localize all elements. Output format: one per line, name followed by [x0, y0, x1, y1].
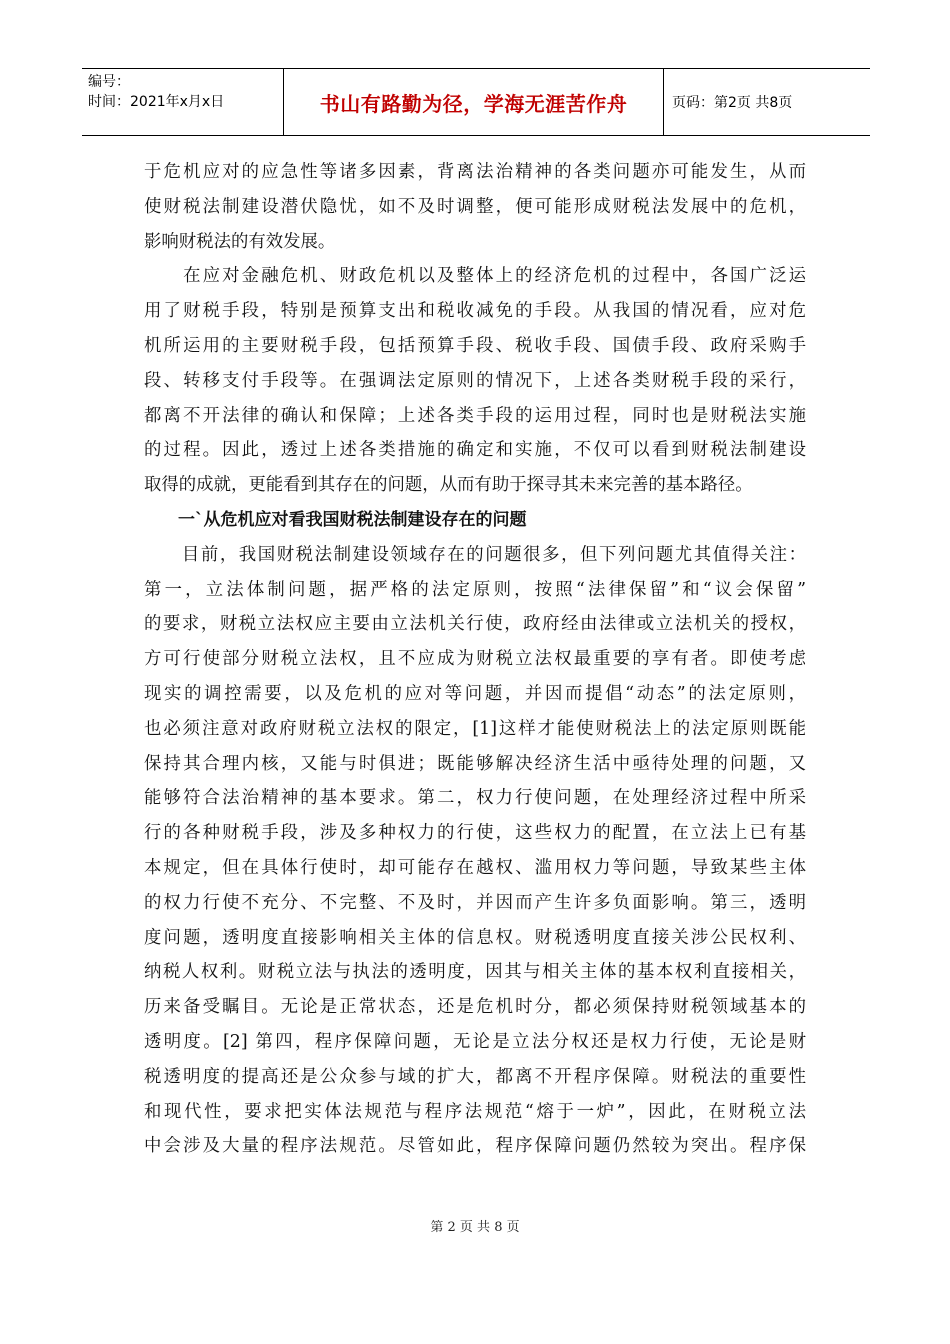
page-footer: 第 2 页 共 8 页	[430, 1220, 520, 1235]
body-line: 现实的调控需要，以及危机的应对等问题，并因而提倡“动态”的法定原则，	[144, 683, 806, 704]
header-motto: 书山有路勤为径，学海无涯苦作舟	[284, 69, 664, 135]
body-line: 影响财税法的有效发展。	[144, 231, 336, 252]
body-line: 能够符合法治精神的基本要求。第二，权力行使问题，在处理经济过程中所采	[144, 788, 806, 809]
body-line: 第一，立法体制问题，据严格的法定原则，按照“法律保留”和“议会保留”	[144, 579, 806, 600]
body-line: 税透明度的提高还是公众参与域的扩大，都离不开程序保障。财税法的重要性	[144, 1066, 806, 1087]
header-number-label: 编号：	[88, 74, 130, 90]
header-meta	[82, 69, 284, 135]
body-line: 使财税法制建设潜伏隐忧，如不及时调整，便可能形成财税法发展中的危机，	[144, 196, 806, 217]
document-header	[82, 68, 870, 136]
body-line: 取得的成就，更能看到其存在的问题，从而有助于探寻其未来完善的基本路径。	[144, 475, 753, 496]
section-heading: 一`从危机应对看我国财税法制建设存在的问题	[144, 509, 527, 530]
body-line: 的过程。因此，透过上述各类措施的确定和实施，不仅可以看到财税法制建设	[144, 440, 806, 461]
body-line: 都离不开法律的确认和保障；上述各类手段的运用过程，同时也是财税法实施	[144, 405, 806, 426]
body-line: 纳税人权利。财税立法与执法的透明度，因其与相关主体的基本权利直接相关，	[144, 962, 806, 983]
body-line: 行的各种财税手段，涉及多种权力的行使，这些权力的配置，在立法上已有基	[144, 823, 806, 844]
body-line: 和现代性，要求把实体法规范与程序法规范“熔于一炉”，因此，在财税立法	[144, 1101, 806, 1122]
body-line: 也必须注意对政府财税立法权的限定，[1]这样才能使财税法上的法定原则既能	[144, 718, 806, 739]
body-line: 的要求，财税立法权应主要由立法机关行使，政府经由法律或立法机关的授权，	[144, 614, 806, 635]
header-date-label: 时间：2021年x月x日	[88, 94, 225, 110]
body-line: 用了财税手段，特别是预算支出和税收减免的手段。从我国的情况看，应对危	[144, 301, 806, 322]
body-line: 度问题，透明度直接影响相关主体的信息权。财税透明度直接关涉公民权利、	[144, 927, 806, 948]
body-line: 保持其合理内核，又能与时俱进；既能够解决经济生活中亟待处理的问题，又	[144, 753, 806, 774]
body-line: 机所运用的主要财税手段，包括预算手段、税收手段、国债手段、政府采购手	[144, 335, 806, 356]
body-line: 中会涉及大量的程序法规范。尽管如此，程序保障问题仍然较为突出。程序保	[144, 1136, 806, 1157]
body-line: 方可行使部分财税立法权，且不应成为财税立法权最重要的享有者。即使考虑	[144, 649, 806, 670]
body-line: 段、转移支付手段等。在强调法定原则的情况下，上述各类财税手段的采行，	[144, 370, 806, 391]
header-page-info: 页码：第2页 共8页	[672, 95, 793, 111]
body-line: 于危机应对的应急性等诸多因素，背离法治精神的各类问题亦可能发生，从而	[144, 162, 806, 182]
body-line: 目前，我国财税法制建设领域存在的问题很多，但下列问题尤其值得关注：	[144, 544, 806, 565]
body-line: 的权力行使不充分、不完整、不及时，并因而产生许多负面影响。第三，透明	[144, 892, 806, 913]
document-body	[144, 155, 806, 1164]
body-line: 透明度。[2] 第四，程序保障问题，无论是立法分权还是权力行使，无论是财	[144, 1031, 806, 1052]
body-line: 本规定，但在具体行使时，却可能存在越权、滥用权力等问题，导致某些主体	[144, 857, 806, 878]
body-line: 在应对金融危机、财政危机以及整体上的经济危机的过程中，各国广泛运	[144, 266, 806, 287]
body-line: 历来备受瞩目。无论是正常状态，还是危机时分，都必须保持财税领域基本的	[144, 997, 806, 1018]
